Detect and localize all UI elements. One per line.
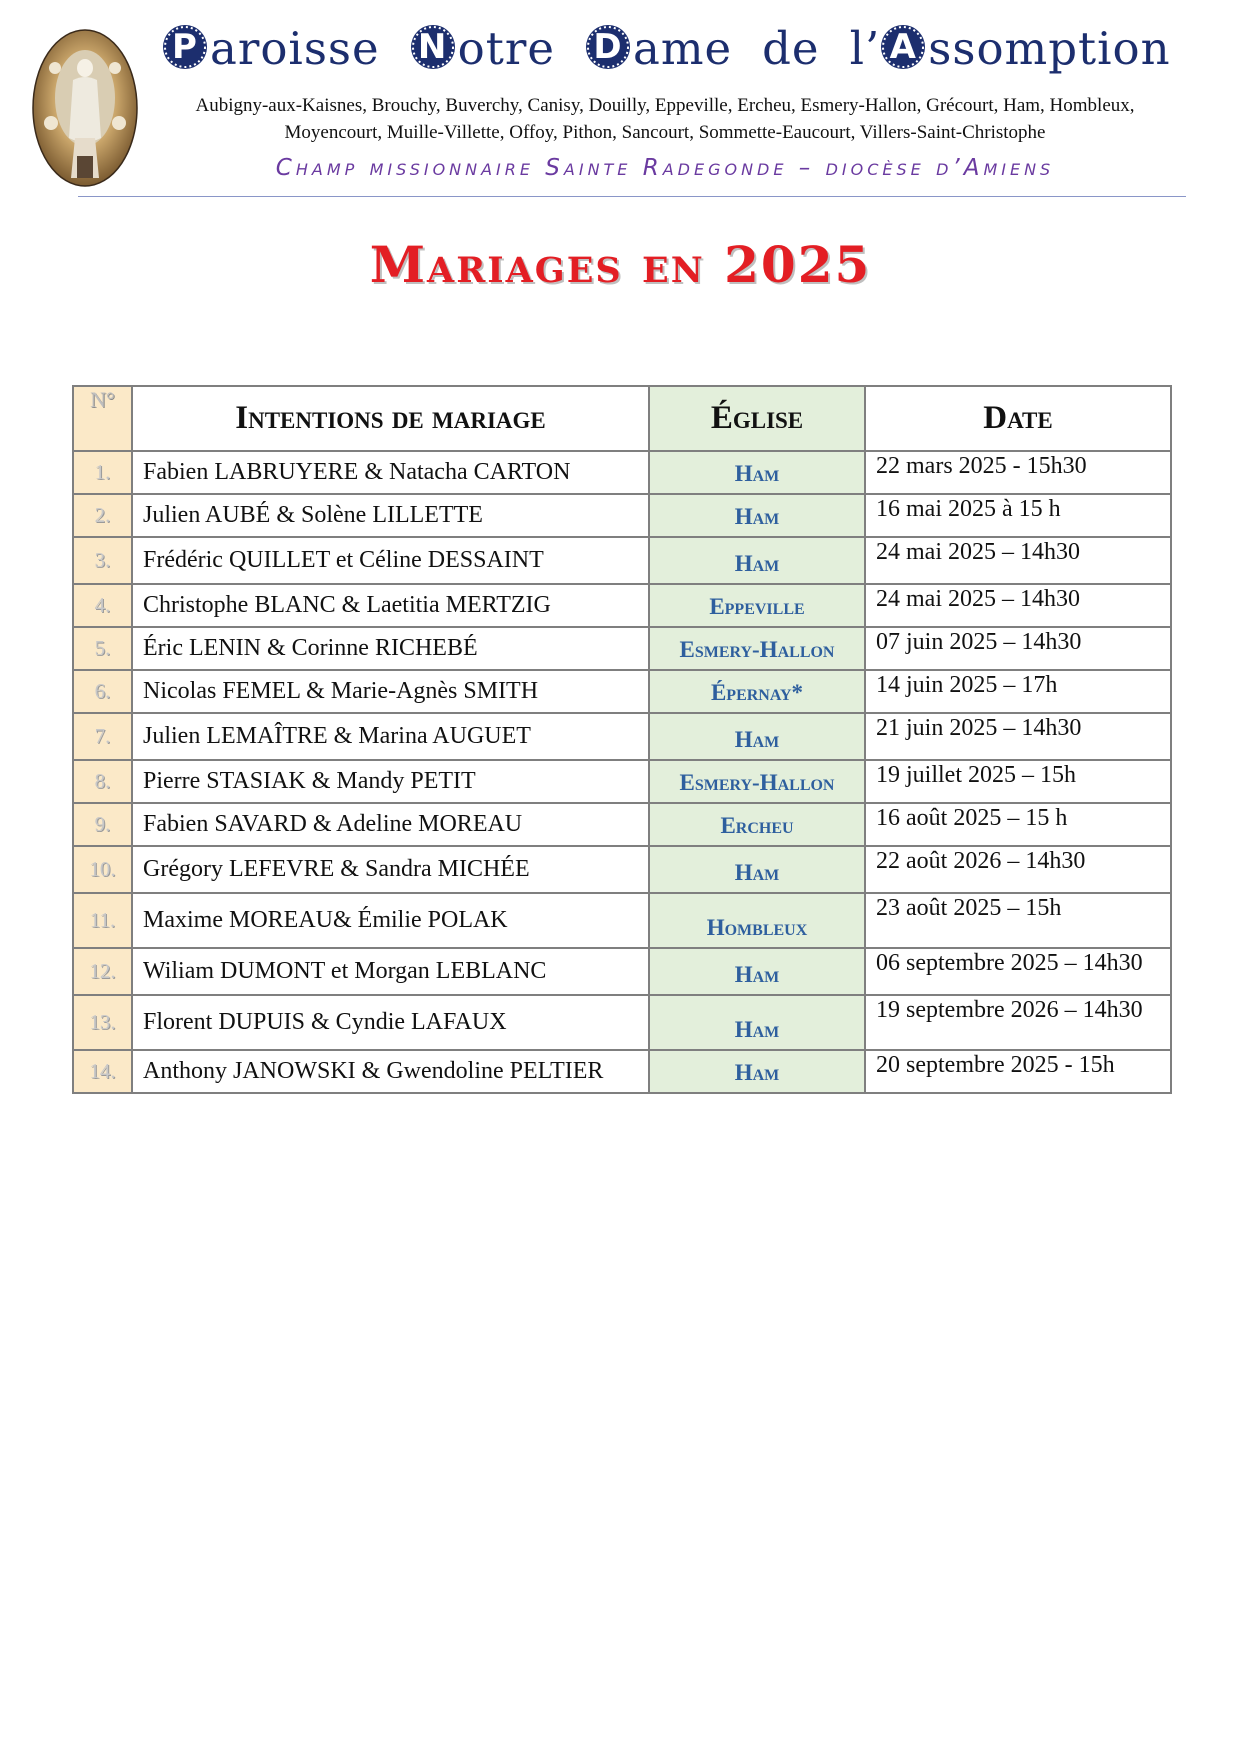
church: Esmery-Hallon [649,760,865,803]
title-word-paroisse: P aroisse [162,22,380,75]
table-row [73,670,1171,713]
weddings-table [72,385,1172,1094]
champ-missionnaire: Champ missionnaire Sainte Radegonde – diocèse d’Amiens [275,155,1055,181]
wedding-date: 24 mai 2025 – 14h30 [865,537,1171,584]
wedding-date: 19 juillet 2025 – 15h [865,760,1171,803]
church: Ercheu [649,803,865,846]
title-word-de: de [762,22,820,75]
row-number: 4. [73,584,132,627]
row-number: 6. [73,670,132,713]
couple-names: Fabien LABRUYERE & Natacha CARTON [132,451,649,494]
header-num: N° [73,386,132,451]
couple-names: Pierre STASIAK & Mandy PETIT [132,760,649,803]
church: Esmery-Hallon [649,627,865,670]
title-word-notre: N otre [410,22,555,75]
row-number: 8. [73,760,132,803]
initial-badge: P [162,24,208,70]
table-row [73,537,1171,584]
table-row [73,584,1171,627]
church: Ham [649,537,865,584]
initial-badge: N [410,24,456,70]
couple-names: Wiliam DUMONT et Morgan LEBLANC [132,948,649,995]
couple-names: Christophe BLANC & Laetitia MERTZIG [132,584,649,627]
church: Ham [649,846,865,893]
row-number: 9. [73,803,132,846]
row-number: 13. [73,995,132,1050]
villages-list [160,92,1170,146]
couple-names: Éric LENIN & Corinne RICHEBÉ [132,627,649,670]
couple-names: Nicolas FEMEL & Marie-Agnès SMITH [132,670,649,713]
wedding-date: 24 mai 2025 – 14h30 [865,584,1171,627]
couple-names: Florent DUPUIS & Cyndie LAFAUX [132,995,649,1050]
wedding-date: 19 septembre 2026 – 14h30 [865,995,1171,1050]
parish-header [0,0,1241,200]
header-eglise: Église [649,386,865,451]
row-number: 1. [73,451,132,494]
initial-badge: D [585,24,631,70]
table-row [73,451,1171,494]
church: Eppeville [649,584,865,627]
header-divider [78,196,1186,197]
villages-line-2: Moyencourt, Muille-Villette, Offoy, Pithon, Sancourt, Sommette-Eaucourt, Villers-Saint-Christophe [284,122,1046,143]
wedding-date: 20 septembre 2025 - 15h [865,1050,1171,1093]
couple-names: Maxime MOREAU& Émilie POLAK [132,893,649,948]
table-row [73,893,1171,948]
parish-title [162,22,1182,82]
row-number: 5. [73,627,132,670]
wedding-date: 22 août 2026 – 14h30 [865,846,1171,893]
church: Ham [649,948,865,995]
row-number: 12. [73,948,132,995]
wedding-date: 14 juin 2025 – 17h [865,670,1171,713]
wedding-date: 23 août 2025 – 15h [865,893,1171,948]
row-number: 2. [73,494,132,537]
row-number: 3. [73,537,132,584]
table-row [73,760,1171,803]
table-row [73,627,1171,670]
table-header-row [73,386,1171,451]
church: Épernay* [649,670,865,713]
row-number: 7. [73,713,132,760]
table-row [73,494,1171,537]
table-row [73,713,1171,760]
church: Ham [649,1050,865,1093]
church: Ham [649,713,865,760]
initial-badge: A [880,24,926,70]
table-row [73,995,1171,1050]
table-row [73,1050,1171,1093]
table-row [73,803,1171,846]
couple-names: Frédéric QUILLET et Céline DESSAINT [132,537,649,584]
row-number: 14. [73,1050,132,1093]
church: Ham [649,995,865,1050]
couple-names: Anthony JANOWSKI & Gwendoline PELTIER [132,1050,649,1093]
table-row [73,948,1171,995]
villages-line-1: Aubigny-aux-Kaisnes, Brouchy, Buverchy, Canisy, Douilly, Eppeville, Ercheu, Esmery-Hallon, Grécourt, Ham, Hombleux, [195,95,1135,116]
church: Hombleux [649,893,865,948]
title-word-dame: D ame [585,22,732,75]
wedding-date: 22 mars 2025 - 15h30 [865,451,1171,494]
wedding-date: 16 mai 2025 à 15 h [865,494,1171,537]
church: Ham [649,494,865,537]
wedding-date: 16 août 2025 – 15 h [865,803,1171,846]
table-row [73,846,1171,893]
madonna-statue-logo [31,28,139,188]
couple-names: Fabien SAVARD & Adeline MOREAU [132,803,649,846]
couple-names: Julien AUBÉ & Solène LILLETTE [132,494,649,537]
header-date: Date [865,386,1171,451]
row-number: 10. [73,846,132,893]
wedding-date: 06 septembre 2025 – 14h30 [865,948,1171,995]
couple-names: Julien LEMAÎTRE & Marina AUGUET [132,713,649,760]
wedding-date: 07 juin 2025 – 14h30 [865,627,1171,670]
wedding-date: 21 juin 2025 – 14h30 [865,713,1171,760]
page-title: Mariages en 2025 [369,235,872,294]
couple-names: Grégory LEFEVRE & Sandra MICHÉE [132,846,649,893]
header-intentions: Intentions de mariage [132,386,649,451]
title-word-assomption: l’ A ssomption [849,22,1171,75]
church: Ham [649,451,865,494]
row-number: 11. [73,893,132,948]
